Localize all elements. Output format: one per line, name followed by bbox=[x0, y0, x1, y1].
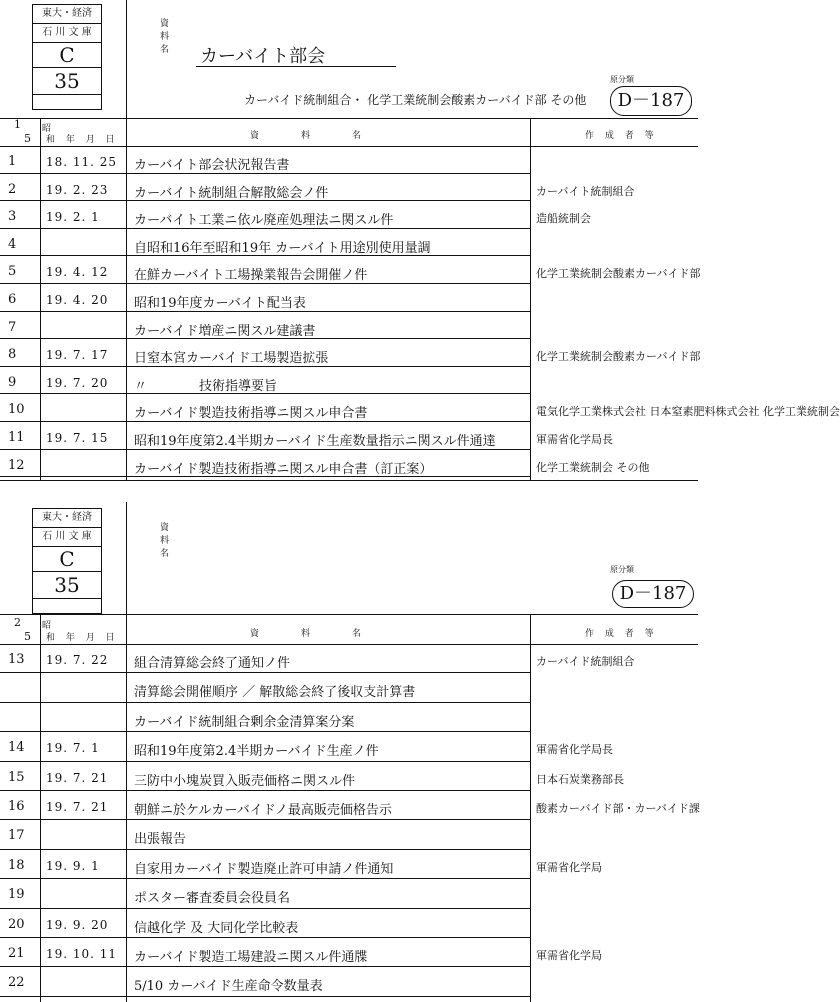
row-title: 三防中小塊炭買入販売価格ニ関スル件 bbox=[134, 773, 356, 789]
library-stamp bbox=[32, 4, 102, 110]
row-title: 自昭和16年至昭和19年 カーバイト用途別使用量調 bbox=[134, 240, 431, 256]
stamp-series: C bbox=[33, 43, 101, 68]
row-title: カーバイト部会状況報告書 bbox=[134, 158, 290, 173]
row-title: 組合清算総会終了通知ノ件 bbox=[134, 656, 291, 671]
collection-subtitle: カーバイド統制組合・ 化学工業統制会酸素カーバイド部 その他 bbox=[244, 93, 587, 107]
page-number: 1 bbox=[14, 118, 21, 131]
field-label: 資 料 名 bbox=[160, 523, 170, 559]
row-author: カーバイド統制組合 bbox=[536, 655, 635, 668]
stamp-collection: 石 川 文 庫 bbox=[33, 24, 101, 43]
stamp-number: 35 bbox=[33, 572, 101, 599]
page-total: 5 bbox=[24, 630, 31, 643]
header-era: 昭 bbox=[42, 621, 52, 631]
row-date: 19. 7. 1 bbox=[46, 741, 100, 756]
class-code: D－187 bbox=[610, 86, 692, 116]
row-number: 21 bbox=[8, 946, 25, 961]
row-title: 昭和19年度カーバイト配当表 bbox=[134, 296, 306, 311]
header-title: 資 料 名 bbox=[250, 131, 370, 141]
row-number: 13 bbox=[8, 652, 25, 667]
row-title: カーバイド統制組合剰余金清算案分案 bbox=[134, 714, 355, 730]
page-number: 2 bbox=[14, 616, 21, 629]
row-date: 19. 4. 20 bbox=[46, 293, 109, 307]
row-author: 造船統制会 bbox=[536, 212, 591, 226]
row-title: 清算総会開催順序 ／ 解散総会終了後収支計算書 bbox=[134, 685, 416, 701]
row-number: 5 bbox=[8, 264, 17, 280]
row-title: カーバイド製造工場建設ニ関スル件通牒 bbox=[134, 950, 368, 965]
row-number: 12 bbox=[8, 457, 25, 473]
row-date: 19. 7. 21 bbox=[46, 770, 109, 785]
stamp-collection: 石 川 文 庫 bbox=[33, 528, 101, 547]
row-author: 化学工業統制会 その他 bbox=[536, 460, 650, 474]
header-date: 和 年 月 日 bbox=[46, 135, 119, 145]
row-author: 軍需省化学局長 bbox=[536, 433, 613, 446]
row-title: 昭和19年度第2.4半期カーバイド生産ノ件 bbox=[134, 744, 379, 760]
collection-title: カーバイト部会 bbox=[200, 46, 326, 67]
catalog-card-2 bbox=[0, 502, 698, 1002]
row-title: 日窒本宮カーバイド工場製造拡張 bbox=[134, 351, 329, 367]
row-number: 8 bbox=[8, 347, 17, 363]
stamp-institution: 東大・経済 bbox=[33, 5, 101, 24]
row-author: 軍需省化学局 bbox=[536, 949, 602, 962]
row-date: 19. 7. 20 bbox=[46, 375, 109, 390]
row-title: ポスター審査委員会役員名 bbox=[134, 891, 291, 907]
row-title: 自家用カーバイド製造廃止許可申請ノ件通知 bbox=[134, 861, 394, 877]
row-author: 化学工業統制会酸素カーバイド部 bbox=[536, 267, 701, 281]
row-title: 5/10 カーバイド生産命令数量表 bbox=[134, 979, 323, 995]
field-label: 資 料 名 bbox=[160, 19, 170, 55]
row-author: 軍需省化学局 bbox=[536, 860, 602, 874]
page-total: 5 bbox=[24, 132, 31, 145]
header-title: 資 料 名 bbox=[250, 629, 370, 639]
row-number: 18 bbox=[8, 857, 25, 873]
stamp-series: C bbox=[33, 547, 101, 572]
row-author: 電気化学工業株式会社 日本窒素肥料株式会社 化学工業統制会 bbox=[536, 405, 840, 419]
row-date: 19. 7. 15 bbox=[46, 431, 109, 445]
row-title: カーバイト工業ニ依ル廃産処理法ニ関スル件 bbox=[134, 213, 394, 229]
row-number: 3 bbox=[8, 209, 17, 225]
row-number: 19 bbox=[8, 887, 25, 903]
row-number: 22 bbox=[8, 975, 25, 991]
header-date: 和 年 月 日 bbox=[46, 633, 119, 643]
row-date: 19. 7. 21 bbox=[46, 800, 109, 814]
row-title: 信越化学 及 大同化学比較表 bbox=[134, 920, 299, 936]
row-author: 日本石炭業務部長 bbox=[536, 772, 624, 786]
row-number: 17 bbox=[8, 828, 25, 844]
row-date: 19. 4. 12 bbox=[46, 265, 109, 280]
row-title: カーバイド増産ニ関スル建議書 bbox=[134, 323, 316, 339]
row-date: 19. 7. 17 bbox=[46, 348, 109, 363]
row-date: 18. 11. 25 bbox=[46, 155, 118, 169]
row-date: 19. 10. 11 bbox=[46, 947, 118, 961]
row-date: 19. 2. 1 bbox=[46, 210, 100, 225]
row-number: 16 bbox=[8, 799, 25, 814]
row-number: 11 bbox=[8, 430, 25, 445]
header-author: 作 成 者 等 bbox=[585, 131, 658, 141]
row-date: 19. 9. 20 bbox=[46, 917, 109, 932]
row-author: 化学工業統制会酸素カーバイド部 bbox=[536, 350, 701, 364]
row-author: カーバイト統制組合 bbox=[536, 184, 635, 198]
header-era: 昭 bbox=[42, 124, 52, 134]
row-title: 朝鮮ニ於ケルカーバイドノ最高販売価格告示 bbox=[134, 803, 392, 818]
row-author: 酸素カーバイド部・カーバイド課 bbox=[536, 802, 700, 815]
row-number: 2 bbox=[8, 181, 17, 197]
row-author: 軍需省化学局長 bbox=[536, 743, 613, 757]
row-title: 〃 技術指導要旨 bbox=[134, 378, 278, 394]
row-date: 19. 2. 23 bbox=[46, 182, 109, 197]
row-title: カーバイド製造技術指導ニ関スル申合書（訂正案） bbox=[134, 461, 433, 477]
row-number: 6 bbox=[8, 292, 17, 307]
stamp-number: 35 bbox=[33, 68, 101, 95]
class-label: 原分類 bbox=[610, 75, 634, 84]
row-number: 10 bbox=[8, 402, 25, 418]
class-code: D－187 bbox=[612, 580, 694, 608]
header-author: 作 成 者 等 bbox=[585, 629, 658, 639]
row-title: 出張報告 bbox=[134, 832, 187, 848]
stamp-institution: 東大・経済 bbox=[33, 509, 101, 528]
catalog-card-1 bbox=[0, 0, 840, 500]
row-number: 20 bbox=[8, 916, 25, 932]
row-date: 19. 7. 22 bbox=[46, 653, 109, 667]
row-title: カーバイト統制組合解散総会ノ件 bbox=[134, 185, 329, 201]
row-number: 9 bbox=[8, 374, 17, 390]
row-number: 7 bbox=[8, 319, 17, 335]
row-title: 昭和19年度第2.4半期カーバイド生産数量指示ニ関スル件通達 bbox=[134, 434, 496, 449]
row-title: 在鮮カーバイト工場操業報告会開催ノ件 bbox=[134, 268, 368, 284]
library-stamp bbox=[32, 508, 102, 614]
row-number: 15 bbox=[8, 769, 25, 785]
row-number: 1 bbox=[8, 154, 17, 169]
class-label: 原分類 bbox=[610, 565, 634, 574]
row-number: 4 bbox=[8, 236, 17, 252]
row-number: 14 bbox=[8, 740, 25, 756]
row-date: 19. 9. 1 bbox=[46, 858, 100, 873]
row-title: カーバイド製造技術指導ニ関スル申合書 bbox=[134, 406, 368, 422]
